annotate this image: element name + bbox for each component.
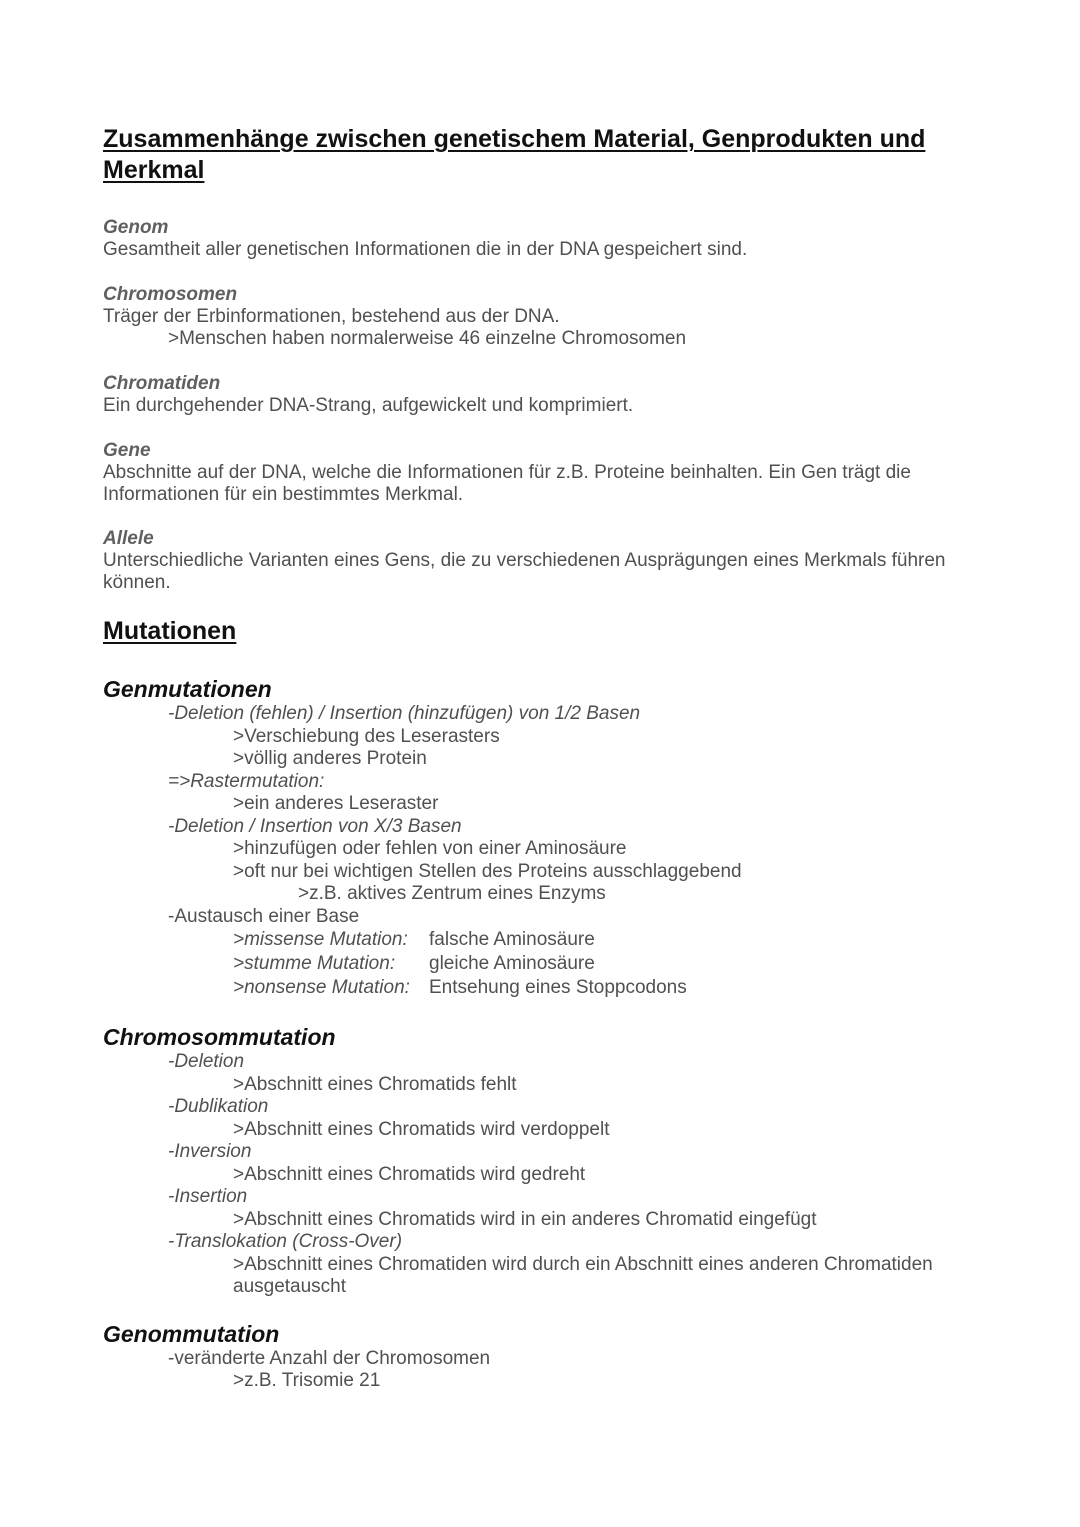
term-label: Allele (103, 528, 154, 549)
definition-chromosomen (103, 284, 1003, 350)
list-item: -Insertion (168, 1186, 248, 1207)
term-text: Träger der Erbinformationen, bestehend aus der DNA. (103, 306, 560, 327)
term-text: Gesamtheit aller genetischen Informationen die in der DNA gespeichert sind. (103, 239, 748, 260)
list-item: ausgetauscht (233, 1276, 347, 1297)
subsection-title: Genmutationen (103, 676, 272, 702)
mutation-type-row (103, 928, 1003, 952)
mutation-type-value: falsche Aminosäure (429, 929, 595, 950)
section-genmutationen (103, 676, 1003, 1000)
list-item: =>Rastermutation: (168, 770, 325, 792)
list-item: >Abschnitt eines Chromatiden wird durch ein Abschnitt eines anderen Chromatiden (233, 1253, 933, 1275)
list-item: -Deletion (fehlen) / Insertion (hinzufügen) von 1/2 Basen (168, 703, 641, 724)
list-item: >Abschnitt eines Chromatids wird in ein anderes Chromatid eingefügt (233, 1208, 817, 1230)
section-genommutation (103, 1321, 1003, 1393)
list-item: >z.B. Trisomie 21 (233, 1370, 381, 1391)
list-item: >völlig anderes Protein (233, 748, 427, 769)
term-label: Chromatiden (103, 373, 221, 394)
term-label: Gene (103, 440, 151, 461)
list-item: -Deletion (168, 1051, 245, 1072)
definition-gene (103, 440, 1003, 506)
mutation-type-row (103, 976, 1003, 1000)
term-label: Genom (103, 217, 169, 238)
list-item: >ein anderes Leseraster (233, 793, 439, 814)
mutation-type-label: >nonsense Mutation: (233, 977, 410, 998)
term-subtext: >Menschen haben normalerweise 46 einzelne Chromosomen (168, 328, 687, 349)
term-label: Chromosomen (103, 284, 238, 305)
mutation-type-label: >missense Mutation: (233, 929, 408, 950)
definition-allele (103, 528, 1003, 594)
section-title-mutationen: Mutationen (103, 617, 237, 645)
definition-chromatiden (103, 373, 1003, 417)
list-item: -Inversion (168, 1141, 252, 1162)
subsection-title: Chromosommutation (103, 1024, 336, 1050)
definition-genom (103, 217, 1003, 261)
list-item: -Dublikation (168, 1096, 269, 1117)
list-item: >Abschnitt eines Chromatids wird verdoppelt (233, 1118, 610, 1140)
list-item: -Translokation (Cross-Over) (168, 1231, 403, 1252)
list-item: >Abschnitt eines Chromatids fehlt (233, 1073, 517, 1095)
list-item: -veränderte Anzahl der Chromosomen (168, 1347, 491, 1369)
document-page (103, 124, 1003, 1393)
term-text: Abschnitte auf der DNA, welche die Informationen für z.B. Proteine beinhalten. Ein Gen trägt die Informationen für ein bestimmtes Merkmal. (103, 462, 911, 505)
list-item: -Deletion / Insertion von X/3 Basen (168, 815, 462, 837)
list-item: >Verschiebung des Leserasters (233, 725, 500, 747)
term-text: Unterschiedliche Varianten eines Gens, die zu verschiedenen Ausprägungen eines Merkmals führen können. (103, 550, 946, 593)
list-item: >Abschnitt eines Chromatids wird gedreht (233, 1163, 586, 1185)
section-chromosommutation (103, 1024, 1003, 1299)
mutation-type-value: Entsehung eines Stoppcodons (429, 977, 687, 998)
list-item: >z.B. aktives Zentrum eines Enzyms (298, 883, 606, 904)
mutation-type-label: >stumme Mutation: (233, 953, 396, 974)
term-text: Ein durchgehender DNA-Strang, aufgewickelt und komprimiert. (103, 395, 634, 416)
subsection-title: Genommutation (103, 1320, 280, 1347)
list-item: >hinzufügen oder fehlen von einer Aminosäure (233, 838, 627, 859)
page-title: Zusammenhänge zwischen genetischem Material, Genprodukten und Merkmal (103, 125, 926, 184)
list-item: >oft nur bei wichtigen Stellen des Proteins ausschlaggebend (233, 860, 742, 882)
mutation-type-row (103, 952, 1003, 976)
mutation-type-value: gleiche Aminosäure (429, 953, 595, 974)
list-item: -Austausch einer Base (168, 905, 360, 927)
